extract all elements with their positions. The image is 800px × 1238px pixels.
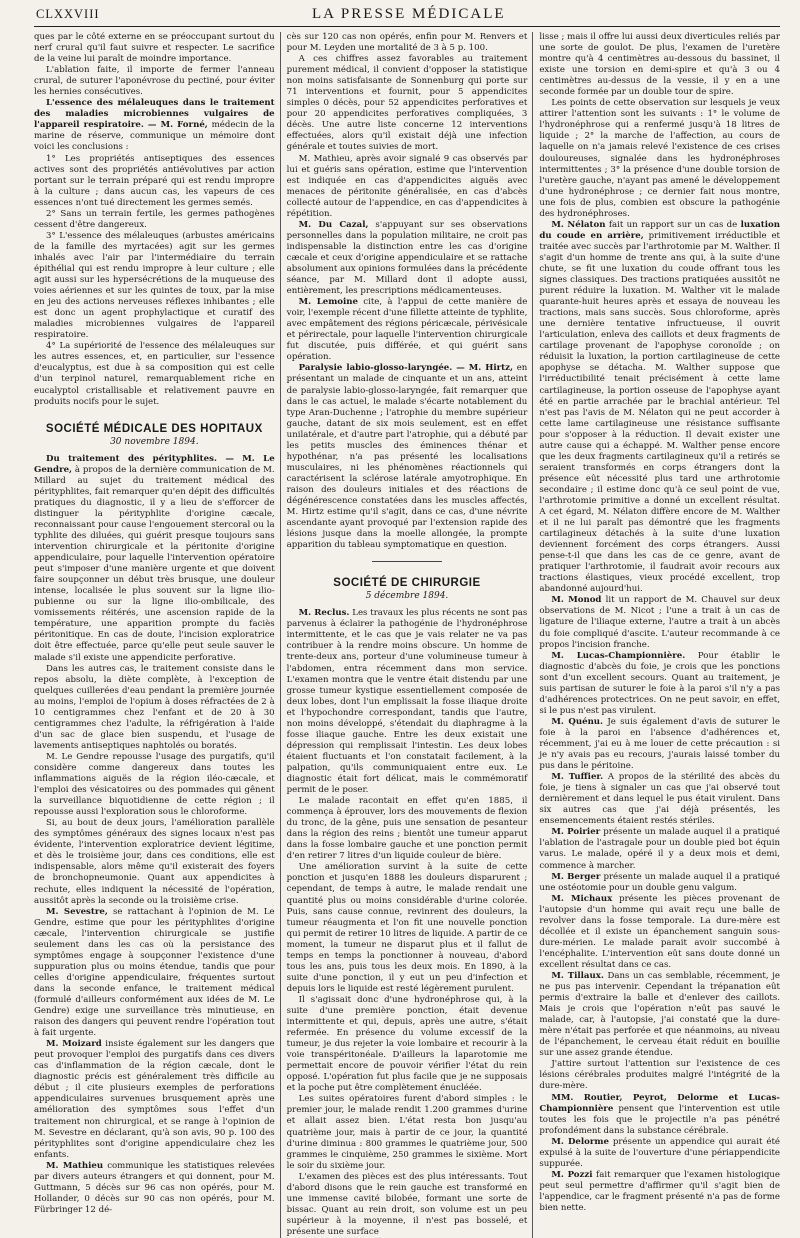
paragraph-text: cite, à l'appui de cette manière de voir, l'exemple récent d'une fillette atteinte de typhlite, avec empâtement des régions péricæcale, périvésicale et périrectale, pour laquelle l'intervention chirurgicale fut discutée, puis différée, et qui guérit sans opération. [286, 297, 528, 363]
running-head [34, 6, 780, 27]
article-columns [34, 32, 781, 1237]
paragraph [539, 1170, 780, 1214]
paragraph-text: à propos de la dernière communication de M. Millard au sujet du traitement médical des pérityphlites, fait remarquer qu'en dépit des difficultés pratiques du diagnostic, il y a lieu de s'efforcer de distinguer la pérityphlite d'origine cæcale, reconnaissant pour cause l'engouement stercoral ou la typhlite des diluées, qui guérit presque toujours sans intervention chirurgicale et la péritonite d'origine appendiculaire, pour laquelle l'intervention opératoire peut s'imposer d'une manière urgente et que doivent faire soupçonner un début très brusque, une douleur intense, localisée le plus souvent sur la ligne ilio-pubienne ou sur la ligne ilio-ombilicale, des vomissements réitérés, une ascension rapide de la température, une apparition prompte du faciès péritonitique. En cas de doute, l'incision exploratrice doit être effectuée, parce qu'elle peut seule sauver le malade s'il existe une appendicite perforative. [34, 464, 275, 663]
paragraph-text: A propos de la stérilité des abcès du foie, je tiens à signaler un cas que j'ai observé tout dernièrement et dans lequel le pus était virulent. Dans six autres cas que j'ai déjà présentés, les ensemencements étaient restés stériles. [539, 772, 780, 827]
paragraph [539, 1137, 780, 1170]
paragraph-text: présente un malade auquel il a pratiqué une ostéotomie pour un double genu valgum. [539, 871, 780, 893]
speaker-name: M. Monod [551, 595, 602, 606]
speaker-name: M. Moizard [46, 1039, 102, 1050]
paragraph: cès sur 120 cas non opérés, enfin pour M. Renvers et pour M. Leyden une mortalité de 3 à 5 p. 100. [286, 32, 528, 54]
speaker-name: M. Tuffier. [551, 772, 604, 783]
paragraph: M. Mathieu, après avoir signalé 9 cas observés par lui et guéris sans opération, estime que l'intervention est indiquée en cas d'appendicites aiguës avec menaces de péritonite généralisée, en cas d'abcès collecté autour de l'appendice, en cas d'appendicites à répétition. [286, 153, 528, 219]
paragraph: 2° Sans un terrain fertile, les germes pathogènes cessent d'être dangereux. [34, 208, 275, 230]
paragraph [539, 1093, 780, 1137]
paragraph [539, 872, 780, 894]
paragraph-text: médecin de la marine de réserve, communique un mémoire dont voici les conclusions : [34, 120, 275, 153]
section-date: 30 novembre 1894. [110, 436, 199, 447]
paragraph: Une amélioration survint à la suite de cette ponction et jusqu'en 1888 les douleurs disparurent ; cependant, de temps à autre, le malade rendait une quantité plus ou moins considérable d'urine colorée. Puis, sans cause connue, revinrent des douleurs, la tumeur réaugmenta et l'on fit une nouvelle ponction qui permit de retirer 10 litres de liquide. A partir de ce moment, la tumeur ne disparut plus et il fallut de temps en temps la ponctionner à nouveau, d'abord tous les ans, puis tous les deux mois. En 1890, à la suite d'une ponction, il y eut un peu d'infection et depuis lors le liquide est resté légèrement purulent. [286, 862, 528, 994]
paragraph-text: primitivement irréductible et traitée avec succès par l'arthrotomie par M. Walther. Il s'agit d'un homme de trente ans qui, à la suite d'une chute, se fit une luxation du coude offrant tous les signes classiques. Des tractions pratiquées aussitôt ne purent réduire la luxation. M. Walther vit le malade quarante-huit heures après et essaya de nouveau les tractions, mais sans succès. Sous chloroforme, après une dernière tentative infructueuse, il ouvrit l'articulation, enleva des caillots et deux fragments de cartilage provenant de l'apophyse coronoïde ; on réduisit la luxation, la portion cartilagineuse de cette apophyse se détacha. M. Walther suppose que l'irréductibilité tenait précisément à cette lame cartilagineuse, la portion osseuse de l'apophyse ayant été en partie arrachée par le brachial antérieur. Tel n'est pas l'avis de M. Nélaton qui ne peut accorder à cette lame cartilagineuse une résistance suffisante pour s'opposer à la réduction. Il devait exister une autre cause qui a échappé. M. Walther pense encore que les deux fragments cartilagineux qu'il a retirés se seraient transformés en corps étrangers dont la présence eût nécessité plus tard une arthrotomie secondaire ; il estime donc qu'à ce seul point de vue, l'arthrotomie primitive a donné un excellent résultat. A cet égard, M. Nélaton diffère encore de M. Walther et il ne lui paraît pas démontré que les fragments cartilagineux détachés à la suite d'une luxation deviennent forcément des corps étrangers. Aussi pense-t-il que dans les cas de ce genre, avant de pratiquer l'arthrotomie, il faudrait avoir recours aux tractions élastiques, vieux procédé excellent, trop abandonné aujourd'hui. [539, 230, 781, 595]
paragraph: ques par le côté externe en se préoccupant surtout du nerf crural qu'il faut suivre et respecter. Le sacrifice de la veine lui paraît de moindre importance. [34, 32, 275, 65]
speaker-name: M. Michaux [551, 893, 613, 904]
paragraph-text: se rattachant à l'opinion de M. Le Gendre, estime que pour les pérityphlites d'origine cæcale, l'intervention chirurgicale se justifie seulement dans les cas où la persistance des symptômes engage à soupçonner l'existence d'une suppuration plus ou moins étendue, tandis que pour celles d'origine appendiculaire, fréquentes surtout dans la seconde enfance, le traitement médical (formulé d'ailleurs conformément aux idées de M. Le Gendre) exige une surveillance très minutieuse, en raison des dangers qui peuvent rendre l'opération tout à fait urgente. [34, 906, 275, 1039]
section-title: SOCIÉTÉ MÉDICALE DES HOPITAUX [45, 422, 263, 435]
paragraph [539, 220, 780, 596]
paragraph: Dans les autres cas, le traitement consiste dans le repos absolu, la diète complète, à l'exception de quelques cuillerées d'eau pendant la première journée au moins, l'emploi de l'opium à doses réfractées de 2 à 10 centigrammes chez l'enfant et de 20 à 30 centigrammes chez l'adulte, la réfrigération à l'aide d'un sac de glace bien suspendu, et l'usage de lavements antiseptiques naphtolés ou boratés. [34, 663, 275, 751]
paragraph: 1° Les propriétés antiseptiques des essences actives sont des propriétés antiévolutives par action portant sur le terrain préparé qui est rendu impropre à la culture ; dans aucun cas, les vapeurs de ces essences n'ont tué directement les germes semés. [34, 153, 275, 208]
section-date: 5 décembre 1894. [365, 591, 449, 602]
paragraph-text: présente un appendice qui aurait été expulsé à la suite de l'ouverture d'une périappendicite suppurée. [539, 1136, 780, 1169]
section-title: SOCIÉTÉ DE CHIRURGIE [333, 577, 481, 590]
column-2 [287, 32, 528, 1238]
paragraph-text: insiste également sur les dangers que peut provoquer l'emploi des purgatifs dans ces divers cas d'inflammation de la région cæcale, dont le diagnostic précis est généralement très difficile au début ; il cite plusieurs exemples de perforations appendiculaires survenues brusquement après une amélioration des symptômes sous l'effet d'un traitement non chirurgical, et se range à l'opinion de M. Sevestre en déclarant, qu'à son avis, 90 p. 100 des pérityphlites sont d'origine appendiculaire chez les enfants. [34, 1039, 275, 1160]
paragraph: L'examen des pièces est des plus intéressants. Tout d'abord disons que le rein gauche est transformé en une immense cavité bilobée, formant une sorte de bissac. Quant au rein droit, son volume est un peu supérieur à la moyenne, il n'est pas bosselé, et présente une surface [286, 1171, 528, 1237]
paragraph: 4° La supériorité de l'essence des mélaleuques sur les autres essences, et, en particulier, sur l'essence d'eucalyptus, est due à sa composition qui est celle d'un terpinol naturel, remarquablement riche en eucalyptol cristallisable et relativement pauvre en produits nocifs pour le sujet. [34, 341, 275, 407]
paragraph [287, 297, 528, 363]
paragraph [34, 1161, 275, 1216]
paragraph [34, 1039, 275, 1161]
speaker-name: M. Reclus. [298, 608, 350, 619]
section-divider [372, 561, 442, 562]
article-heading: luxation du coude en arrière, [539, 219, 780, 241]
paragraph: 3° L'essence des mélaleuques (arbustes américains de la famille des myrtacées) agit sur les germes inhalés avec l'air par l'intermédiaire du terrain épithélial qui est rendu impropre à leur culture ; elle agit aussi sur les hypersécrétions de la muqueuse des voies aériennes et sur les quintes de toux, par la mise en jeu des actions nerveuses réflexes inhibantes ; elle est donc un agent prophylactique et curatif des maladies microbiennes vulgaires de l'appareil respiratoire. [34, 230, 275, 341]
paragraph: M. Le Gendre repousse l'usage des purgatifs, qu'il considère comme dangereux dans toutes les inflammations aiguës de la région iléo-cæcale, et l'emploi des vésicatoires ou des pommades qui gênent la surveillance biquotidienne de cette région ; il repousse aussi l'exploration sous le chloroforme. [34, 751, 275, 818]
paragraph-text: Pour établir le diagnostic d'abcès du foie, je crois que les ponctions sont d'un excellent secours. Quant au traitement, je suis partisan de suturer le foie à la paroi s'il n'y a pas d'adhérences protectrices. On ne peut savoir, en effet, si le pus n'est pas virulent. [539, 650, 780, 716]
paragraph: Les suites opératoires furent d'abord simples : le premier jour, le malade rendit 1.200 grammes d'urine et allait assez bien. L'état resta bon jusqu'au quatrième jour, mais à partir de ce jour, la quantité d'urine diminua : 800 grammes le quatrième jour, 500 grammes le cinquième, 250 grammes le sixième. Mort le soir du sixième jour. [286, 1094, 528, 1171]
page-number: CLXXVIII [36, 7, 100, 21]
paragraph: Les points de cette observation sur lesquels je veux attirer l'attention sont les suivants : 1° le volume de l'hydronéphrose qui a renfermé jusqu'à 18 litres de liquide ; 2° la marche de l'affection, au cours de laquelle on n'a jamais relevé l'existence de ces crises douloureuses, signalée dans les hydronéphroses intermittentes ; 3° la présence d'une double torsion de l'uretère gauche, n'ayant pas amené le développement d'une hydronéphrose ; ce dernier fait nous montre, une fois de plus, combien est obscure la pathogénie des hydronéphroses. [539, 98, 780, 219]
paragraph [539, 894, 780, 971]
paragraph: Il s'agissait donc d'une hydronéphrose qui, à la suite d'une première ponction, était devenue intermittente et qui, depuis, après une autre, s'était refermée. En présence du volume excessif de la tumeur, je dus rejeter la voie lombaire et recourir à la voie transpéritonéale. D'ailleurs la laparotomie me permettait encore de pouvoir vérifier l'état du rein opposé. L'opération fut plus facile que je ne supposais et la poche put être complètement énucléée. [286, 994, 528, 1094]
speaker-name: M. Sevestre, [46, 906, 108, 917]
paragraph [34, 98, 275, 153]
journal-title: LA PRESSE MÉDICALE [312, 6, 506, 22]
speaker-name: M. Berger [551, 871, 601, 882]
paragraph: lisse ; mais il offre lui aussi deux diverticules reliés par une sorte de goulot. De plus, l'examen de l'uretère montre qu'à 4 centimètres au-dessous du bassinet, il existe une torsion en demi-spire et qu'à 3 ou 4 centimètres au-dessus de la vessie, il y en a une seconde formée par un double tour de spire. [539, 32, 780, 98]
speaker-name: M. Quénu. [551, 716, 604, 727]
paragraph [539, 717, 780, 772]
paragraph [539, 971, 780, 1059]
paragraph-text: Dans un cas semblable, récemment, je ne pus pas intervenir. Cependant la trépanation eût permis d'extraire la balle et d'enlever des caillots. Mais je crois que l'opération n'eût pas sauvé le malade, car, à l'autopsie, j'ai constaté que la dure-mère n'était pas perforée et que néanmoins, au niveau de l'épanchement, le cerveau était réduit en bouillie sur une assez grande étendue. [539, 970, 780, 1059]
paragraph: J'attire surtout l'attention sur l'existence de ces lésions cérébrales produites malgré l'intégrité de la dure-mère. [539, 1059, 780, 1092]
speaker-name: M. Lucas-Championnière. [551, 650, 686, 661]
paragraph-text: en présentant un malade de cinquante et un ans, atteint de paralysie labio-glosso-laryngée, fait remarquer que dans le cas actuel, le malade s'écarte notablement du type Aran-Duchenne ; l'atrophie du membre supérieur gauche, datant de six mois seulement, est en effet unilatérale, et d'autre part l'atrophie, qui a débuté par les petits muscles des éminences thénar et hypothénar, n'a pas présenté les localisations musculaires, ni les phénomènes réactionnels qui caractérisent la sclérose latérale amyotrophique. En raison des douleurs initiales et des réactions de dégénérescence constatées dans les muscles affectés, M. Hirtz estime qu'il s'agit, dans ce cas, d'une névrite ascendante ayant provoqué par l'extension rapide des lésions jusque dans la moelle allongée, la prompte apparition du tableau symptomatique en question. [286, 363, 528, 551]
article-heading: Du traitement des pérityphlites. — M. Le Gendre, [34, 453, 275, 475]
paragraph-text: pensent que l'intervention est utile toutes les fois que le projectile n'a pas pénétré profondément dans la substance cérébrale. [539, 1103, 780, 1136]
article-heading: L'essence des mélaleuques dans le traitement des maladies microbiennes vulgaires de l'appareil respiratoire. — M. Forné, [34, 98, 275, 131]
paragraph-text: présente un malade auquel il a pratiqué l'ablation de l'astragale pour un double pied bot équin varus. Le malade, opéré il y a deux mois et demi, commence à marcher. [539, 827, 780, 871]
paragraph [34, 907, 275, 1040]
speaker-name: M. Lemoine [298, 297, 359, 308]
speaker-name: M. Pozzi [551, 1169, 593, 1180]
paragraph [539, 651, 780, 717]
paragraph-text: communique les statistiques relevées par divers auteurs étrangers et qui donnent, pour M. Guttmann, 5 décès sur 96 cas non opérés, pour M. Hollander, 0 décès sur 90 cas non opérés, pour M. Fürbringer 12 dé- [34, 1160, 275, 1215]
speaker-name: M. Delorme [551, 1136, 609, 1147]
paragraph-text: présente les pièces provenant de l'autopsie d'un homme qui avait reçu une balle de revolver dans la fosse temporale. La dure-mère est décollée et il existe un épanchement sanguin sous-dure-mérien. Le malade parait avoir succombé à l'encéphalite. L'intervention eût sans doute donné un excellent résultat dans ce cas. [539, 893, 780, 970]
paragraph [539, 772, 780, 827]
paragraph-text: Les travaux les plus récents ne sont pas parvenus à éclairer la pathogénie de l'hydronéphrose intermittente, et le cas que je vais relater ne va pas contribuer à la rendre moins obscure. Un homme de trente-deux ans, porteur d'une volumineuse tumeur à l'abdomen, entra récemment dans mon service. L'examen montra que le ventre était distendu par une grosse tumeur kystique essentiellement composée de deux lobes, dont l'un emplissait la fosse iliaque droite et l'hypochondre correspondant, tandis que l'autre, non moins développé, s'étendait du diaphragme à la fosse iliaque gauche. Entre les deux existait une dépression qui remplissait l'intestin. Les deux lobes étaient fluctuants et l'on constatait facilement, à la palpation, qu'ils communiquaient entre eux. Le diagnostic était fort délicat, mais le commémoratif permit de le poser. [286, 608, 528, 796]
article-heading: Paralysie labio-glosso-laryngée. — M. Hirtz, [298, 363, 513, 374]
paragraph [539, 827, 780, 871]
paragraph: L'ablation faite, il importe de fermer l'anneau crural, de suturer l'aponévrose du pectiné, pour éviter les hernies consécutives. [34, 65, 275, 98]
paragraph: Si, au bout de deux jours, l'amélioration parallèle des symptômes généraux des signes locaux n'est pas évidente, l'intervention exploratrice devient légitime, et dès le troisième jour, dans ces conditions, elle est indispensable, alors même qu'il existerait des foyers de bronchopneumonie. Quant aux appendicites à rechute, elles indiquent la nécessité de l'opération, aussitôt après la seconde ou la troisième crise. [34, 818, 275, 906]
column-3 [539, 32, 780, 1238]
column-1 [34, 32, 275, 1238]
speaker-name: M. Poirier [551, 827, 601, 838]
paragraph: Le malade racontait en effet qu'en 1885, il commença à éprouver, lors des mouvements de flexion du tronc, de la gêne, puis une sensation de pesanteur dans la région des reins ; bientôt une tumeur apparut dans la fosse lombaire gauche et une ponction permit d'en retirer 7 litres d'un liquide couleur de bière. [286, 796, 528, 862]
paragraph [539, 595, 780, 650]
speaker-name: M. Tillaux. [551, 970, 604, 981]
paragraph [287, 608, 528, 796]
paragraph-text: Je suis également d'avis de suturer le foie à la paroi en l'absence d'adhérences et, récemment, j'ai eu à me louer de cette précaution : si je n'y avais pas eu recours, j'aurais laissé tomber du pus dans le péritoine. [539, 716, 781, 772]
paragraph-text: fait remarquer que l'examen histologique peut seul permettre d'affirmer qu'il s'agit bien de l'appendice, car le fragment présenté n'a pas de forme bien nette. [539, 1169, 780, 1213]
paragraph [34, 454, 275, 664]
paragraph: A ces chiffres assez favorables au traitement purement médical, il convient d'opposer la statistique non moins satisfaisante de Sonnenburg qui porte sur 71 interventions et fournit, pour 5 appendicites simples 0 décès, pour 52 appendicites perforatives et pour 20 appendicites perforatives compliquées, 3 décès. Une autre liste concerne 12 interventions effectuées, alors qu'il existait déjà une infection générale et toutes suivies de mort. [286, 54, 528, 153]
paragraph-text: s'appuyant sur ses observations personnelles dans la population militaire, ne croit pas indispensable la distinction entre les cas d'origine cæcale et ceux d'origine appendiculaire et se rattache absolument aux opinions formulées dans la précédente séance, par M. Millard dont il adopte aussi, entièrement, les prescriptions médicamenteuses. [286, 219, 528, 297]
paragraph-text: fait un rapport sur un cas de [605, 219, 741, 230]
speaker-name: MM. Routier, Peyrot, Delorme et Lucas-Championnière [539, 1092, 780, 1114]
paragraph-text: lit un rapport de M. Chauvel sur deux observations de M. Nicot ; l'une a trait à un cas de ligature de l'iliaque externe, l'autre a trait à un abcès du foie compliqué d'ascite. L'auteur recommande à ce propos l'incision franche. [539, 595, 780, 650]
paragraph [287, 363, 528, 551]
speaker-name: M. Mathieu [46, 1160, 104, 1171]
speaker-name: M. Du Cazal, [298, 219, 369, 230]
speaker-name: M. Nélaton [551, 219, 606, 230]
paragraph [287, 220, 528, 297]
